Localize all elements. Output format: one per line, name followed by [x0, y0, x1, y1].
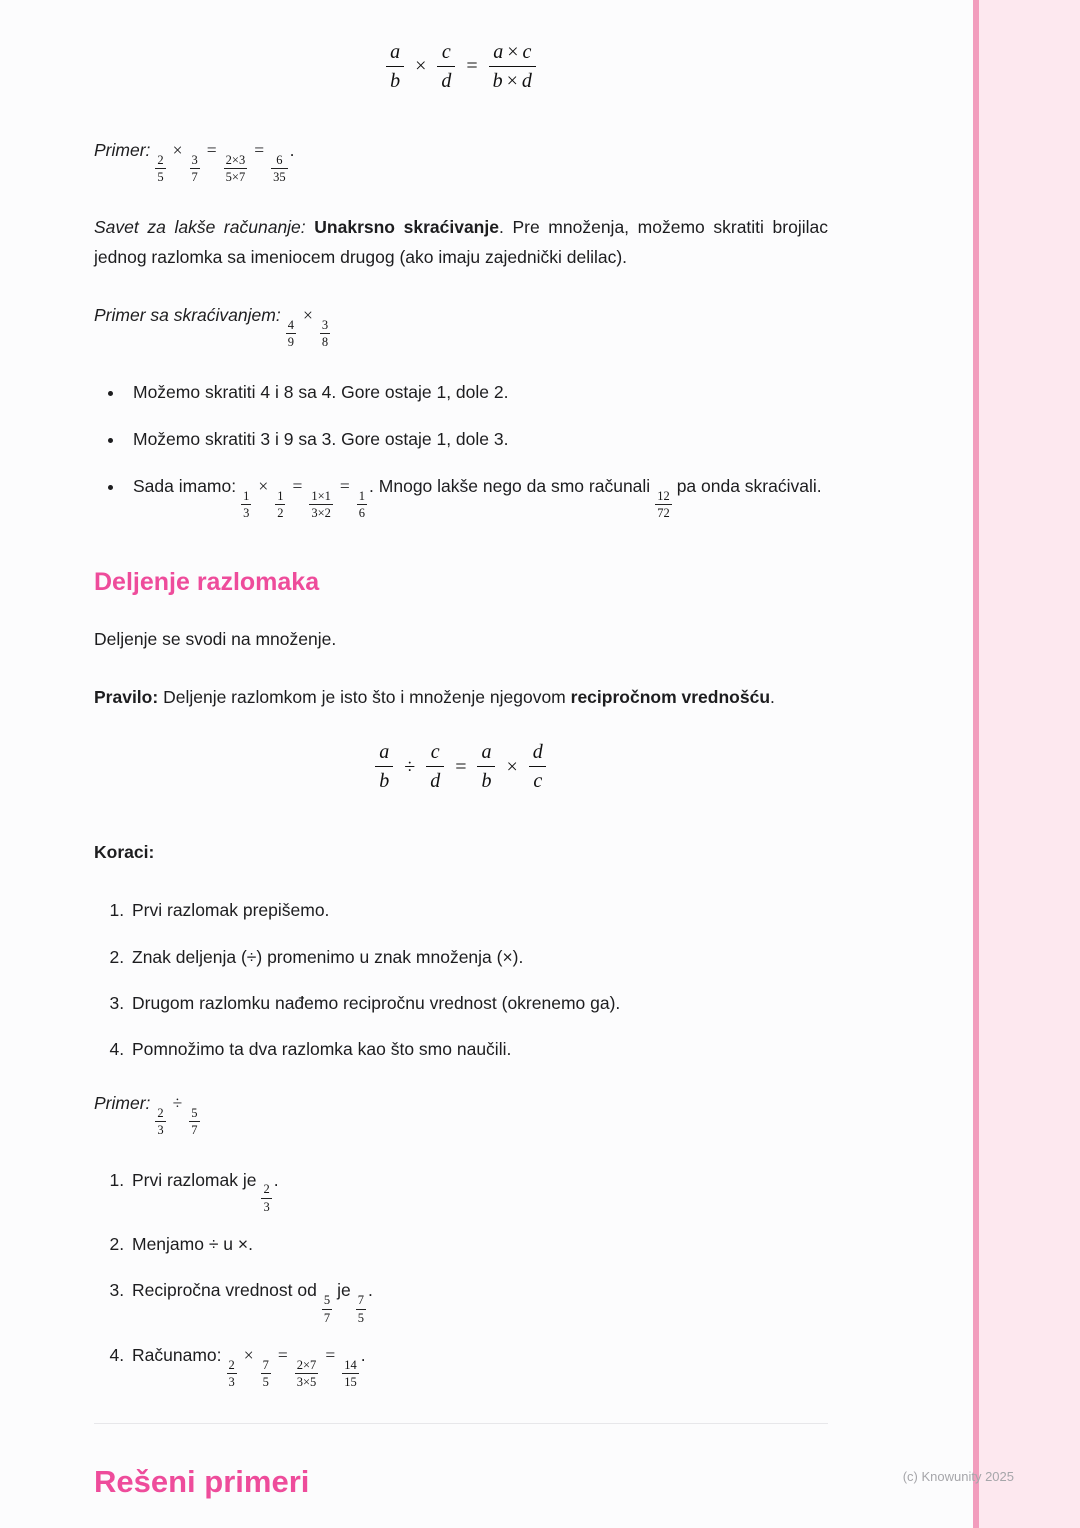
fraction-numerator: 2×7: [296, 1357, 317, 1372]
document-content: [94, 0, 828, 1502]
equals-operator: =: [277, 1345, 288, 1366]
fraction-numerator: a: [481, 741, 492, 764]
equals-operator: =: [455, 755, 467, 778]
fraction: [357, 490, 367, 520]
fraction: [489, 40, 536, 93]
fraction: [295, 1359, 319, 1389]
fraction-denominator: d: [426, 766, 444, 793]
fraction-numerator: 2: [263, 1182, 270, 1197]
fraction-denominator: 9: [287, 335, 294, 350]
fraction-numerator: d: [532, 741, 543, 764]
list-item: 1. Prvi razlomak prepišemo.: [129, 895, 828, 925]
text: . Pre množenja, možemo skratiti brojilac jednog razlomka sa imeniocem drugog (ako imaju zajednički delilac).: [94, 216, 828, 267]
primer-deljenje-steps: [94, 1165, 828, 1389]
paragraph-primer-deljenje: [94, 1088, 828, 1137]
list-item: [129, 1340, 828, 1389]
fraction-denominator: 15: [344, 1375, 357, 1390]
list-item: • Možemo skratiti 3 i 9 sa 3. Gore ostaje 1, dole 3.: [125, 424, 828, 454]
fraction-denominator: 5: [262, 1375, 269, 1390]
fraction-denominator: 3: [228, 1375, 235, 1390]
fraction-denominator: 3: [157, 1123, 164, 1138]
bold-text: Unakrsno skraćivanje: [314, 216, 499, 237]
text: Recipročna vrednost od: [132, 1280, 317, 1301]
paragraph-primer-mnozenje: [94, 135, 828, 184]
section-heading-reseni-primeri: Rešeni primeri: [94, 1463, 310, 1499]
primer-label: Primer:: [94, 140, 151, 160]
primer-label: Primer:: [94, 1092, 151, 1113]
fraction-numerator: 6: [276, 152, 283, 167]
divide-operator: ÷: [404, 755, 416, 778]
fraction: [261, 1183, 271, 1213]
fraction-denominator: 72: [657, 506, 670, 521]
fraction-denominator: 5×7: [225, 170, 246, 185]
var-a: a: [493, 41, 504, 63]
equals-operator: =: [206, 140, 217, 160]
text: .: [289, 140, 295, 160]
bullet-list: [94, 377, 828, 520]
savet-label: Savet za lakše računanje:: [94, 216, 306, 237]
fraction-denominator: 3×5: [296, 1375, 317, 1390]
fraction-denominator: [489, 66, 536, 93]
text: je: [337, 1280, 351, 1301]
fraction-denominator: 2: [277, 506, 284, 521]
fraction-denominator: 7: [191, 170, 198, 185]
fraction: [322, 1294, 332, 1324]
fraction: [155, 154, 165, 184]
fraction: [190, 154, 200, 184]
fraction-numerator: 3: [191, 152, 198, 167]
fraction: [309, 490, 333, 520]
fraction-numerator: 14: [344, 1357, 357, 1372]
koraci-list: [94, 895, 828, 1063]
text: Sada imamo:: [133, 475, 237, 496]
fraction-denominator: b: [386, 66, 404, 93]
section-heading-deljenje: Deljenje razlomaka: [94, 567, 320, 596]
var-c: c: [522, 41, 532, 63]
multiply-operator: ×: [506, 755, 518, 778]
fraction: [375, 740, 393, 793]
fraction: [227, 1359, 237, 1389]
fraction: [286, 319, 296, 349]
text: . Mnogo lakše nego da smo računali: [369, 475, 651, 496]
fraction-numerator: c: [430, 741, 440, 764]
fraction: [342, 1359, 359, 1389]
fraction-numerator: 7: [357, 1293, 364, 1308]
var-d: d: [521, 70, 532, 92]
multiply-operator: ×: [258, 475, 269, 496]
multiply-operator: ×: [172, 140, 183, 160]
text: .: [273, 1169, 279, 1190]
equals-operator: =: [254, 140, 265, 160]
fraction-numerator: 1×1: [311, 488, 331, 503]
list-item: • Možemo skratiti 4 i 8 sa 4. Gore ostaje 1, dole 2.: [125, 377, 828, 407]
watermark: (c) Knowunity 2025: [902, 1469, 1014, 1484]
multiply-operator: ×: [243, 1345, 254, 1366]
equals-operator: =: [466, 55, 478, 78]
fraction-denominator: 8: [321, 335, 329, 350]
fraction-numerator: 5: [191, 1105, 198, 1120]
fraction: [655, 490, 672, 520]
fraction-numerator: a: [390, 41, 401, 63]
section-divider: [94, 1423, 828, 1424]
right-margin-line: [973, 0, 979, 1528]
fraction-denominator: c: [529, 766, 546, 793]
fraction-numerator: 2×3: [225, 152, 246, 167]
right-margin-band: [979, 0, 1080, 1528]
fraction-denominator: b: [477, 766, 495, 793]
fraction: [529, 740, 547, 793]
list-item: [129, 1275, 828, 1324]
list-item: [129, 1165, 828, 1214]
text: Računamo:: [132, 1345, 222, 1366]
equals-operator: =: [325, 1345, 336, 1366]
paragraph-primer-skracivanje: [94, 300, 828, 349]
fraction: [477, 740, 495, 793]
fraction: [261, 1359, 271, 1389]
divide-operator: ÷: [172, 1092, 183, 1113]
fraction: [437, 40, 455, 93]
fraction: [386, 40, 404, 93]
fraction-numerator: 3: [321, 317, 329, 332]
list-item: 4. Pomnožimo ta dva razlomka kao što smo naučili.: [129, 1034, 828, 1064]
text: .: [360, 1345, 366, 1366]
fraction-denominator: 6: [358, 506, 366, 521]
multiply-operator: ×: [302, 304, 313, 325]
text: Deljenje razlomkom je isto što i množenje njegovom: [163, 687, 566, 708]
equals-operator: =: [292, 475, 303, 496]
list-item: 2. Menjamo ÷ u ×.: [129, 1229, 828, 1259]
text: pa onda skraćivali.: [676, 475, 822, 496]
fraction-numerator: a: [379, 741, 390, 764]
primer-label: Primer sa skraćivanjem:: [94, 304, 281, 325]
fraction-numerator: 2: [157, 152, 164, 167]
multiply-operator: ×: [506, 70, 518, 92]
paragraph-intro-deljenje: Deljenje se svodi na množenje.: [94, 629, 337, 650]
bold-text: Koraci:: [94, 842, 155, 863]
fraction-denominator: 3: [243, 506, 250, 521]
formula-division-rule: [94, 740, 828, 793]
fraction: [275, 490, 285, 520]
fraction: [155, 1107, 165, 1137]
fraction: [356, 1294, 366, 1324]
fraction: [189, 1107, 199, 1137]
bold-text: recipročnom vrednošću: [570, 687, 771, 708]
multiply-operator: ×: [415, 55, 427, 78]
fraction-numerator: 5: [323, 1293, 331, 1308]
paragraph-savet: [94, 212, 828, 272]
fraction-denominator: 7: [323, 1310, 331, 1325]
formula-multiplication-rule: [94, 40, 828, 93]
fraction-numerator: 2: [157, 1105, 164, 1120]
text: Prvi razlomak je: [132, 1169, 257, 1190]
fraction-numerator: 1: [358, 488, 366, 503]
text: .: [770, 687, 775, 708]
fraction-numerator: 7: [262, 1357, 269, 1372]
fraction: [426, 740, 444, 793]
fraction-numerator: 12: [657, 488, 670, 503]
fraction: [241, 490, 251, 520]
list-item: 3. Drugom razlomku nađemo recipročnu vrednost (okrenemo ga).: [129, 988, 828, 1018]
paragraph-pravilo: [94, 682, 828, 712]
fraction-denominator: d: [437, 66, 455, 93]
fraction: [320, 319, 330, 349]
fraction-numerator: 2: [228, 1357, 235, 1372]
pravilo-label: Pravilo:: [94, 687, 159, 708]
fraction-denominator: 35: [273, 170, 286, 185]
equals-operator: =: [339, 475, 350, 496]
fraction-denominator: b: [375, 766, 393, 793]
fraction-numerator: 4: [287, 317, 294, 332]
fraction: [271, 154, 288, 184]
fraction-denominator: 3×2: [311, 506, 331, 521]
fraction-denominator: 3: [263, 1199, 270, 1214]
fraction-denominator: 7: [191, 1123, 198, 1138]
fraction-numerator: 1: [243, 488, 250, 503]
fraction-denominator: 5: [157, 170, 164, 185]
fraction-numerator: c: [441, 41, 451, 63]
fraction-denominator: 5: [357, 1310, 364, 1325]
list-item: 2. Znak deljenja (÷) promenimo u znak množenja (×).: [129, 942, 828, 972]
text: .: [367, 1280, 373, 1301]
fraction-numerator: [489, 40, 535, 66]
fraction: [224, 154, 248, 184]
multiply-operator: ×: [507, 41, 519, 63]
var-b: b: [492, 70, 503, 92]
list-item: [125, 471, 828, 520]
fraction-numerator: 1: [277, 488, 284, 503]
koraci-label: [94, 837, 828, 867]
